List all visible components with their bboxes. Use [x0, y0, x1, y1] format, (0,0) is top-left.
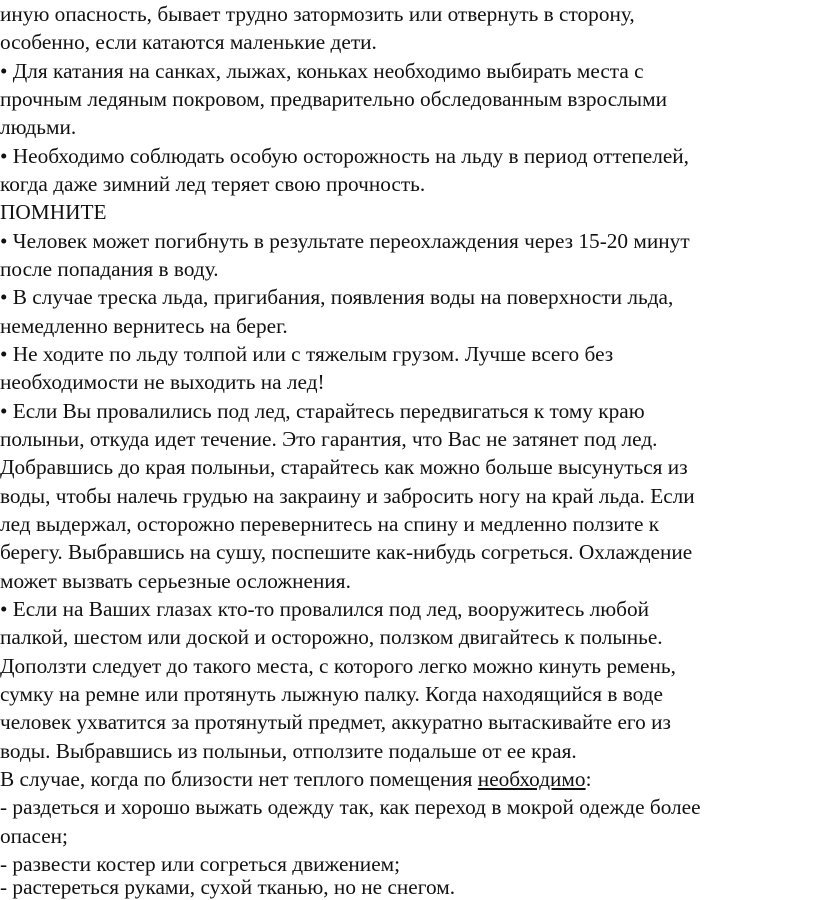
text-line-24: Доползти следует до такого места, с которого легко можно кинуть ремень,	[0, 654, 676, 678]
text-line-12: немедленно вернитесь на берег.	[0, 314, 288, 338]
text-line-20: берегу. Выбравшись на сушу, поспешите как-нибудь согреться. Охлаждение	[0, 540, 693, 564]
text-line-23: палкой, шестом или доской и осторожно, ползком двигайтесь к полынье.	[0, 625, 663, 649]
text-line-dangerous: опасен;	[0, 824, 68, 848]
text-line-warm-room	[0, 765, 591, 793]
text-line-13: • Не ходите по льду толпой или с тяжелым грузом. Лучше всего без	[0, 342, 614, 366]
underlined-word: необходимо	[477, 767, 586, 791]
text-line-15: • Если Вы провалились под лед, старайтесь передвигаться к тому краю	[0, 399, 645, 423]
section-heading-remember: ПОМНИТЕ	[0, 200, 107, 224]
text-line-3: • Для катания на санках, лыжах, коньках необходимо выбирать места с	[0, 59, 644, 83]
text-line-1: иную опасность, бывает трудно затормозить или отвернуть в сторону,	[0, 2, 635, 26]
text-line-6: • Необходимо соблюдать особую осторожность на льду в период оттепелей,	[0, 144, 690, 168]
warm-room-suffix: :	[585, 767, 592, 791]
text-line-16: полыньи, откуда идет течение. Это гарантия, что Вас не затянет под лед.	[0, 427, 658, 451]
text-line-22: • Если на Ваших глазах кто-то провалился под лед, вооружитесь любой	[0, 597, 650, 621]
text-line-17: Добравшись до края полыньи, старайтесь как можно больше высунуться из	[0, 455, 688, 479]
text-line-26: человек ухватится за протянутый предмет, аккуратно вытаскивайте его из	[0, 710, 671, 734]
text-line-11: • В случае треска льда, пригибания, появления воды на поверхности льда,	[0, 285, 674, 309]
text-line-14: необходимости не выходить на лед!	[0, 370, 325, 394]
text-line-9: • Человек может погибнуть в результате переохлаждения через 15-20 минут	[0, 229, 690, 253]
list-item-fire: - развести костер или согреться движением;	[0, 852, 401, 876]
text-line-27: воды. Выбравшись из полыньи, отползите подальше от ее края.	[0, 739, 577, 763]
text-line-7: когда даже зимний лед теряет свою прочность.	[0, 172, 426, 196]
text-line-4: прочным ледяным покровом, предварительно обследованным взрослыми	[0, 87, 667, 111]
warm-room-prefix: В случае, когда по близости нет теплого помещения	[0, 767, 478, 791]
text-line-25: сумку на ремне или протянуть лыжную палку. Когда находящийся в воде	[0, 682, 663, 706]
text-line-5: людьми.	[0, 115, 77, 139]
text-line-18: воды, чтобы налечь грудью на закраину и забросить ногу на край льда. Если	[0, 484, 695, 508]
text-line-2: особенно, если катаются маленькие дети.	[0, 30, 377, 54]
text-line-19: лед выдержал, осторожно перевернитесь на спину и медленно ползите к	[0, 512, 660, 536]
text-line-10: после попадания в воду.	[0, 257, 219, 281]
list-item-undress: - раздеться и хорошо выжать одежду так, как переход в мокрой одежде более	[0, 795, 701, 819]
text-line-21: может вызвать серьезные осложнения.	[0, 569, 351, 593]
list-item-rub: - растереться руками, сухой тканью, но не снегом.	[0, 875, 456, 899]
